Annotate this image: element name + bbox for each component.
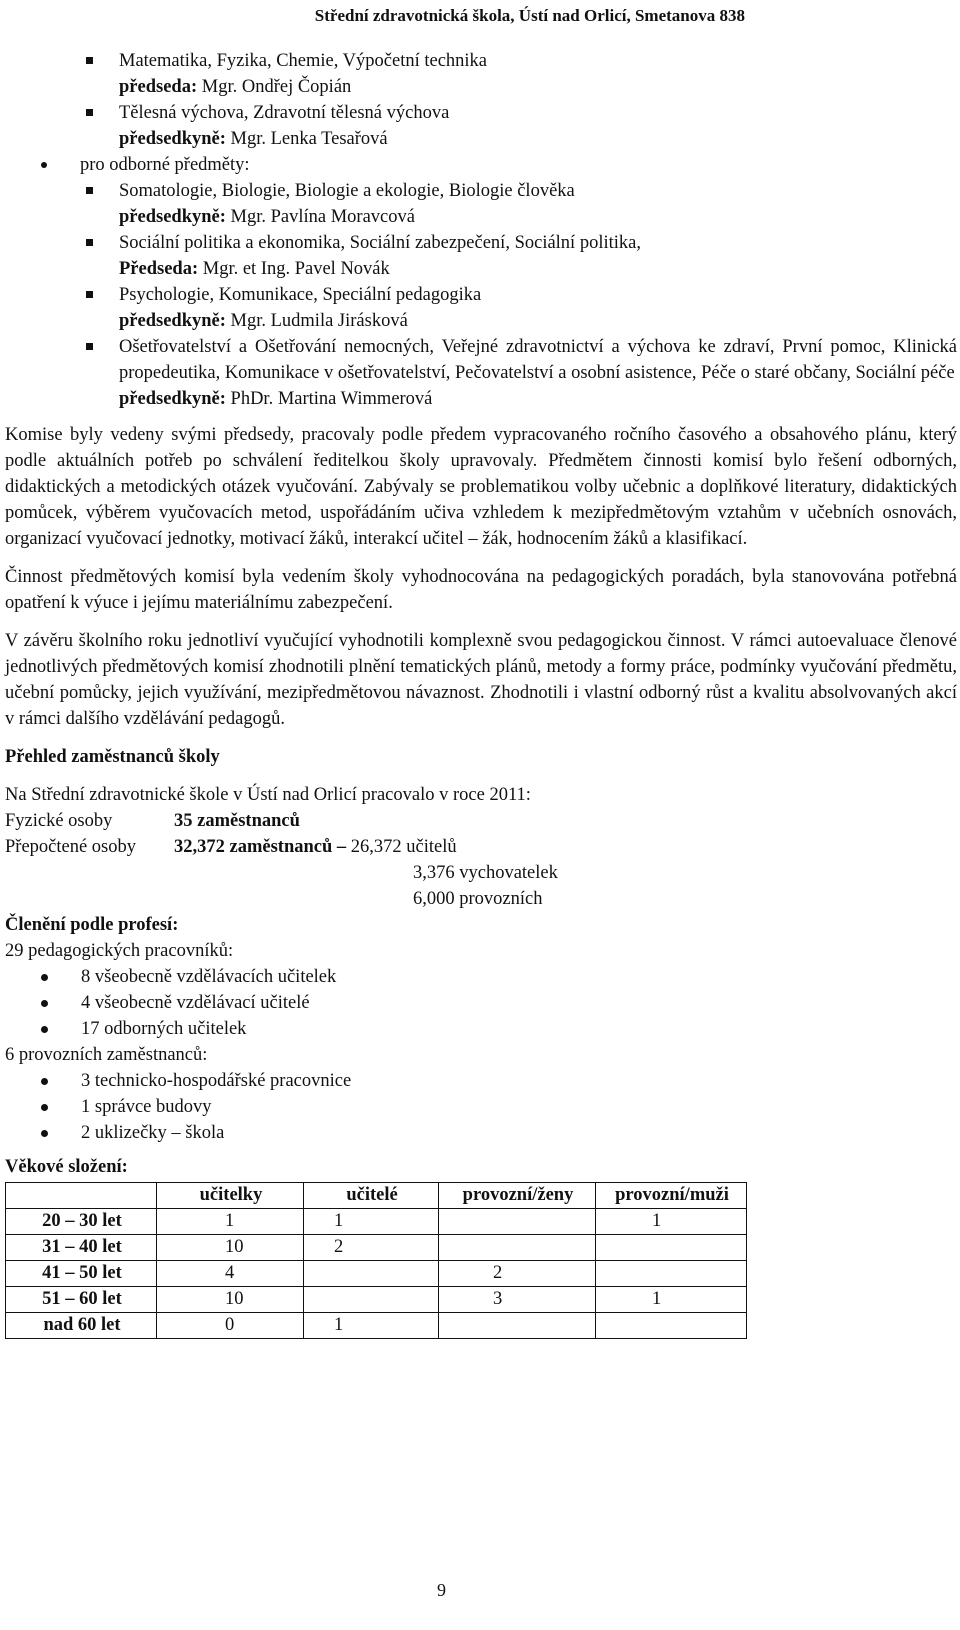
- table-cell: 1: [304, 1313, 439, 1339]
- breakdown-teachers: 26,372 učitelů: [350, 837, 457, 857]
- table-header-cell: provozní/muži: [596, 1183, 747, 1209]
- staff-intro: Na Střední zdravotnické škole v Ústí nad Orlicí pracovalo v roce 2011:: [5, 785, 531, 805]
- table-row: [6, 1261, 747, 1287]
- commissions-odborne: [5, 178, 957, 412]
- table-cell: nad 60 let: [6, 1313, 157, 1339]
- table-header-cell: [6, 1183, 157, 1209]
- table-header-cell: provozní/ženy: [439, 1183, 596, 1209]
- chair-role: předsedkyně:: [119, 389, 226, 409]
- document-body: [5, 48, 957, 1339]
- recalculated-value: 32,372 zaměstnanců: [174, 837, 333, 857]
- breakdown-educators: 3,376 vychovatelek: [413, 863, 558, 883]
- commission-chair: [5, 204, 957, 230]
- commission-subjects: Ošetřovatelství a Ošetřování nemocných, Veřejné zdravotnictví a výchova ke zdraví, První pomoc, Klinická propedeutika, Komunikace v ošetřovatelství, Pečovatelství a osobní asistence, Péče o staré občany, Sociální péče: [119, 337, 957, 383]
- table-cell: 51 – 60 let: [6, 1287, 157, 1313]
- table-cell: 20 – 30 let: [6, 1209, 157, 1235]
- age-table: [5, 1182, 747, 1339]
- commission-subjects: Somatologie, Biologie, Biologie a ekologie, Biologie člověka: [119, 181, 575, 201]
- list-item-text: 2 uklizečky – škola: [81, 1123, 225, 1143]
- square-bullet-icon: [85, 334, 119, 360]
- table-cell: 1: [304, 1209, 439, 1235]
- round-bullet-icon: [41, 152, 80, 178]
- table-cell: 3: [439, 1287, 596, 1313]
- list-item-text: 4 všeobecně vzdělávací učitelé: [81, 993, 310, 1013]
- table-cell: 2: [304, 1235, 439, 1261]
- round-bullet-icon: [41, 990, 81, 1016]
- professions-heading: Členění podle profesí:: [5, 915, 179, 935]
- chair-name: PhDr. Martina Wimmerová: [225, 389, 433, 409]
- chair-role: předsedkyně:: [119, 207, 226, 227]
- table-cell: [596, 1261, 747, 1287]
- commissions-top: [5, 48, 957, 152]
- table-cell: 10: [157, 1287, 304, 1313]
- list-item: [5, 1016, 957, 1042]
- square-bullet-icon: [85, 178, 119, 204]
- table-row: [6, 1313, 747, 1339]
- table-header-row: [6, 1183, 747, 1209]
- age-heading: Věkové složení:: [5, 1157, 128, 1177]
- group-label-text: pro odborné předměty:: [80, 155, 250, 175]
- table-cell: [596, 1313, 747, 1339]
- table-header-cell: učitelky: [157, 1183, 304, 1209]
- commission-chair: [5, 74, 957, 100]
- table-cell: 1: [596, 1209, 747, 1235]
- table-cell: 41 – 50 let: [6, 1261, 157, 1287]
- commission-chair: [5, 256, 957, 282]
- commission-item: [5, 334, 957, 386]
- round-bullet-icon: [41, 1094, 81, 1120]
- table-cell: 10: [157, 1235, 304, 1261]
- table-row: [6, 1209, 747, 1235]
- staff-recalculated-row: [5, 834, 957, 860]
- commission-item: [5, 178, 957, 204]
- table-cell: [304, 1287, 439, 1313]
- breakdown-operations: 6,000 provozních: [413, 889, 543, 909]
- chair-role: předsedkyně:: [119, 311, 226, 331]
- paragraph-commissions: Komise byly vedeny svými předsedy, pracovaly podle předem vypracovaného ročního časového a obsahového plánu, který podle aktuálních potřeb po schválení ředitelkou školy upravovaly. Předmětem činnosti komisí bylo řešení odborných, didaktických a metodických otázek vyučování. Zabývaly se problematikou volby učebnic a doplňkové literatury, didaktických pomůcek, výběrem vyučovacích metod, uspořádáním učiva vzhledem k mezipředmětovým vztahům v učebních osnovách, organizací vyučovací jednotky, motivací žáků, interakcí učitel – žák, hodnocením žáků a klasifikací.: [5, 425, 957, 549]
- table-cell: [439, 1235, 596, 1261]
- commission-subjects: Psychologie, Komunikace, Speciální pedagogika: [119, 285, 482, 305]
- square-bullet-icon: [85, 100, 119, 126]
- chair-name: Mgr. Ondřej Čopián: [197, 77, 352, 97]
- commission-item: [5, 48, 957, 74]
- list-item-text: 3 technicko-hospodářské pracovnice: [81, 1071, 352, 1091]
- page-header: Střední zdravotnická škola, Ústí nad Orlicí, Smetanova 838: [314, 6, 745, 25]
- recalculated-label: Přepočtené osoby: [5, 837, 137, 857]
- commission-subjects: Sociální politika a ekonomika, Sociální zabezpečení, Sociální politika,: [119, 233, 641, 253]
- round-bullet-icon: [41, 1016, 81, 1042]
- paragraph-evaluation: Činnost předmětových komisí byla vedením školy vyhodnocována na pedagogických poradách, byla stanovována potřebná opatření k výuce i jejímu materiálnímu zabezpečení.: [5, 567, 957, 613]
- commission-item: [5, 230, 957, 256]
- staff-heading: Přehled zaměstnanců školy: [5, 747, 220, 767]
- square-bullet-icon: [85, 48, 119, 74]
- table-cell: [596, 1235, 747, 1261]
- table-row: [6, 1287, 747, 1313]
- list-item: [5, 1068, 957, 1094]
- odborne-group-label: [5, 152, 957, 178]
- table-cell: [439, 1313, 596, 1339]
- list-item-text: 8 všeobecně vzdělávacích učitelek: [81, 967, 337, 987]
- commission-item: [5, 100, 957, 126]
- chair-name: Mgr. et Ing. Pavel Novák: [198, 259, 390, 279]
- table-cell: 1: [596, 1287, 747, 1313]
- table-cell: 1: [157, 1209, 304, 1235]
- table-cell: [304, 1261, 439, 1287]
- table-cell: 31 – 40 let: [6, 1235, 157, 1261]
- table-cell: 2: [439, 1261, 596, 1287]
- chair-name: Mgr. Lenka Tesařová: [225, 129, 388, 149]
- commission-chair: [5, 126, 957, 152]
- square-bullet-icon: [85, 282, 119, 308]
- prov-label: 6 provozních zaměstnanců:: [5, 1045, 208, 1065]
- table-cell: 4: [157, 1261, 304, 1287]
- commission-subjects: Tělesná výchova, Zdravotní tělesná výchova: [119, 103, 450, 123]
- chair-role: předseda:: [119, 77, 198, 97]
- list-item: [5, 990, 957, 1016]
- chair-name: Mgr. Pavlína Moravcová: [225, 207, 415, 227]
- table-row: [6, 1235, 747, 1261]
- staff-physical-row: [5, 808, 957, 834]
- commission-item: [5, 282, 957, 308]
- recalculated-dash: –: [332, 837, 351, 857]
- table-cell: 0: [157, 1313, 304, 1339]
- list-item: [5, 1094, 957, 1120]
- commission-chair: [5, 308, 957, 334]
- list-item-text: 1 správce budovy: [81, 1097, 212, 1117]
- list-item: [5, 964, 957, 990]
- chair-name: Mgr. Ludmila Jirásková: [225, 311, 408, 331]
- commission-subjects: Matematika, Fyzika, Chemie, Výpočetní technika: [119, 51, 488, 71]
- list-item-text: 17 odborných učitelek: [81, 1019, 247, 1039]
- chair-role: Předseda:: [119, 259, 199, 279]
- physical-value: 35 zaměstnanců: [174, 811, 300, 831]
- round-bullet-icon: [41, 964, 81, 990]
- round-bullet-icon: [41, 1068, 81, 1094]
- table-cell: [439, 1209, 596, 1235]
- physical-label: Fyzické osoby: [5, 811, 113, 831]
- list-item: [5, 1120, 957, 1146]
- round-bullet-icon: [41, 1120, 81, 1146]
- paragraph-autoevaluation: V závěru školního roku jednotliví vyučující vyhodnotili komplexně svou pedagogickou činnost. V rámci autoevaluace členové jednotlivých předmětových komisí zhodnotili plnění tematických plánů, metody a formy práce, podmínky vyučování předmětu, učební pomůcky, jejich využívání, mezipředmětovou návaznost. Zhodnotili i vlastní odborný růst a kvalitu absolvovaných akcí v rámci dalšího vzdělávání pedagogů.: [5, 631, 957, 729]
- square-bullet-icon: [85, 230, 119, 256]
- chair-role: předsedkyně:: [119, 129, 226, 149]
- page-number: 9: [437, 1580, 446, 1600]
- commission-chair: [5, 386, 957, 412]
- table-header-cell: učitelé: [304, 1183, 439, 1209]
- ped-label: 29 pedagogických pracovníků:: [5, 941, 234, 961]
